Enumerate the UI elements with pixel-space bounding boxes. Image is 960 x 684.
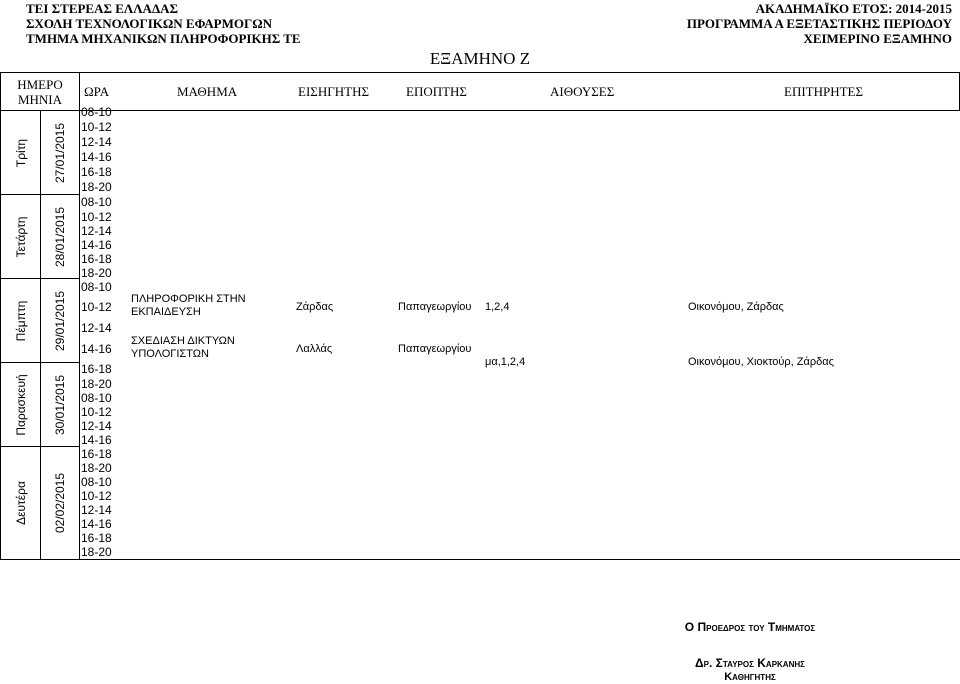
time-slot: 18-20: [81, 266, 112, 280]
header-supervisor: ΕΠΟΠΤΗΣ: [406, 84, 468, 99]
time-slot: 10-12: [81, 489, 112, 503]
header-invigilators: ΕΠΙΤΗΡΗΤΕΣ: [784, 84, 864, 99]
time-slot: 08-10: [81, 280, 112, 294]
day-name: Παρασκευή: [13, 373, 28, 436]
day-name-cell: [0, 194, 41, 279]
signature-role: Καθηγητης: [724, 671, 776, 683]
department-line: ΤΜΗΜΑ ΜΗΧΑΝΙΚΩΝ ΠΛΗΡΟΦΟΡΙΚΗΣ ΤΕ: [26, 31, 301, 46]
day-name: Πέμπτη: [13, 300, 28, 341]
time-slot: 12-14: [81, 135, 112, 149]
header-rooms: ΑΙΘΟΥΣΕΣ: [550, 84, 615, 99]
time-slot: 08-10: [81, 105, 112, 119]
day-name: Τρίτη: [13, 138, 28, 167]
time-slot: 12-14: [81, 419, 112, 433]
exam-date: 28/01/2015: [53, 206, 67, 267]
time-slot: 10-12: [81, 300, 112, 314]
school-line: ΣΧΟΛΗ ΤΕΧΝΟΛΟΓΙΚΩΝ ΕΦΑΡΜΟΓΩΝ: [26, 16, 273, 31]
exam-course: [131, 293, 246, 319]
time-slot: 08-10: [81, 195, 112, 209]
header-course: ΜΑΘΗΜΑ: [177, 84, 238, 99]
date-cell: [40, 110, 80, 195]
exam-supervisor: Παπαγεωργίου: [398, 343, 472, 355]
time-slot: 16-18: [81, 252, 112, 266]
semester-title: ΕΞΑΜΗΝΟ Ζ: [429, 49, 531, 68]
time-slot: 08-10: [81, 475, 112, 489]
time-slot: 18-20: [81, 545, 112, 559]
exam-supervisor: Παπαγεωργίου: [398, 301, 472, 313]
exam-invigilators: Οικονόμου, Ζάρδας: [688, 301, 784, 313]
header-row: [79, 72, 960, 111]
time-slot: 14-16: [81, 433, 112, 447]
time-slot: 18-20: [81, 377, 112, 391]
signature-title: Ο Προεδρος του Τμηματος: [684, 620, 816, 634]
exam-course-line: ΕΚΠΑΙΔΕΥΣΗ: [131, 306, 201, 318]
header-time: ΩΡΑ: [84, 84, 110, 99]
exam-date: 27/01/2015: [53, 122, 67, 183]
schedule-header: [687, 1, 952, 46]
exam-period-line: ΠΡΟΓΡΑΜΜΑ Α ΕΞΕΤΑΣΤΙΚΗΣ ΠΕΡΙΟΔΟΥ: [686, 16, 952, 31]
day-name-cell: [0, 110, 41, 195]
time-slot: 08-10: [81, 391, 112, 405]
term-line: ΧΕΙΜΕΡΙΝΟ ΕΞΑΜΗΝΟ: [803, 31, 952, 46]
exam-date: 02/02/2015: [53, 472, 67, 534]
header-instructor: ΕΙΣΗΓΗΤΗΣ: [298, 84, 370, 99]
institution-line: ΤΕΙ ΣΤΕΡΕΑΣ ΕΛΛΑΔΑΣ: [26, 1, 178, 16]
exam-schedule-table: [0, 72, 960, 560]
date-cell: [40, 362, 80, 447]
date-cell: [40, 194, 80, 279]
time-slot: 12-14: [81, 224, 112, 238]
exam-instructor: Λαλλάς: [296, 343, 333, 355]
time-slot: 12-14: [81, 321, 112, 335]
time-slot: 10-12: [81, 120, 112, 134]
time-slot: 16-18: [81, 447, 112, 461]
time-slot: 18-20: [81, 461, 112, 475]
time-slot: 16-18: [81, 362, 112, 376]
time-slot: 14-16: [81, 238, 112, 252]
time-slot: 14-16: [81, 517, 112, 531]
day-name-cell: [0, 278, 41, 363]
exam-course-line: ΣΧΕΔΙΑΣΗ ΔΙΚΤΥΩΝ: [131, 335, 235, 347]
date-cell: [40, 278, 80, 363]
exam-instructor: Ζάρδας: [296, 301, 334, 313]
exam-rooms: μα,1,2,4: [485, 356, 526, 368]
time-slot: 18-20: [81, 180, 112, 194]
academic-year-line: ΑΚΑΔΗΜΑΪΚΟ ΕΤΟΣ: 2014-2015: [755, 1, 952, 16]
exam-course-line: ΠΛΗΡΟΦΟΡΙΚΗ ΣΤΗΝ: [131, 293, 246, 305]
day-name: Δευτέρα: [13, 481, 28, 525]
header-date-cell: [0, 72, 80, 111]
time-slot: 14-16: [81, 150, 112, 164]
time-slot: 10-12: [81, 405, 112, 419]
header-date-line1: ΗΜΕΡΟ: [17, 77, 63, 92]
exam-course: [131, 335, 235, 361]
time-slot: 16-18: [81, 165, 112, 179]
day-name-cell: [0, 362, 41, 447]
day-name-cell: [0, 446, 41, 560]
day-name: Τετάρτη: [13, 216, 28, 257]
header-date-line2: ΜΗΝΙΑ: [17, 92, 63, 107]
exam-course-line: ΥΠΟΛΟΓΙΣΤΩΝ: [131, 348, 209, 360]
time-slot: 10-12: [81, 210, 112, 224]
institution-header: [26, 1, 301, 46]
signature-name: Δρ. Σταυρος Καρκανης: [695, 656, 805, 670]
exam-date: 30/01/2015: [53, 374, 67, 435]
time-slot: 14-16: [81, 342, 112, 356]
time-slot: 16-18: [81, 531, 112, 545]
time-slot: 12-14: [81, 503, 112, 517]
exam-invigilators: Οικονόμου, Χιοκτούρ, Ζάρδας: [688, 356, 834, 368]
exam-date: 29/01/2015: [53, 290, 67, 351]
date-cell: [40, 446, 80, 560]
exam-rooms: 1,2,4: [485, 301, 510, 313]
